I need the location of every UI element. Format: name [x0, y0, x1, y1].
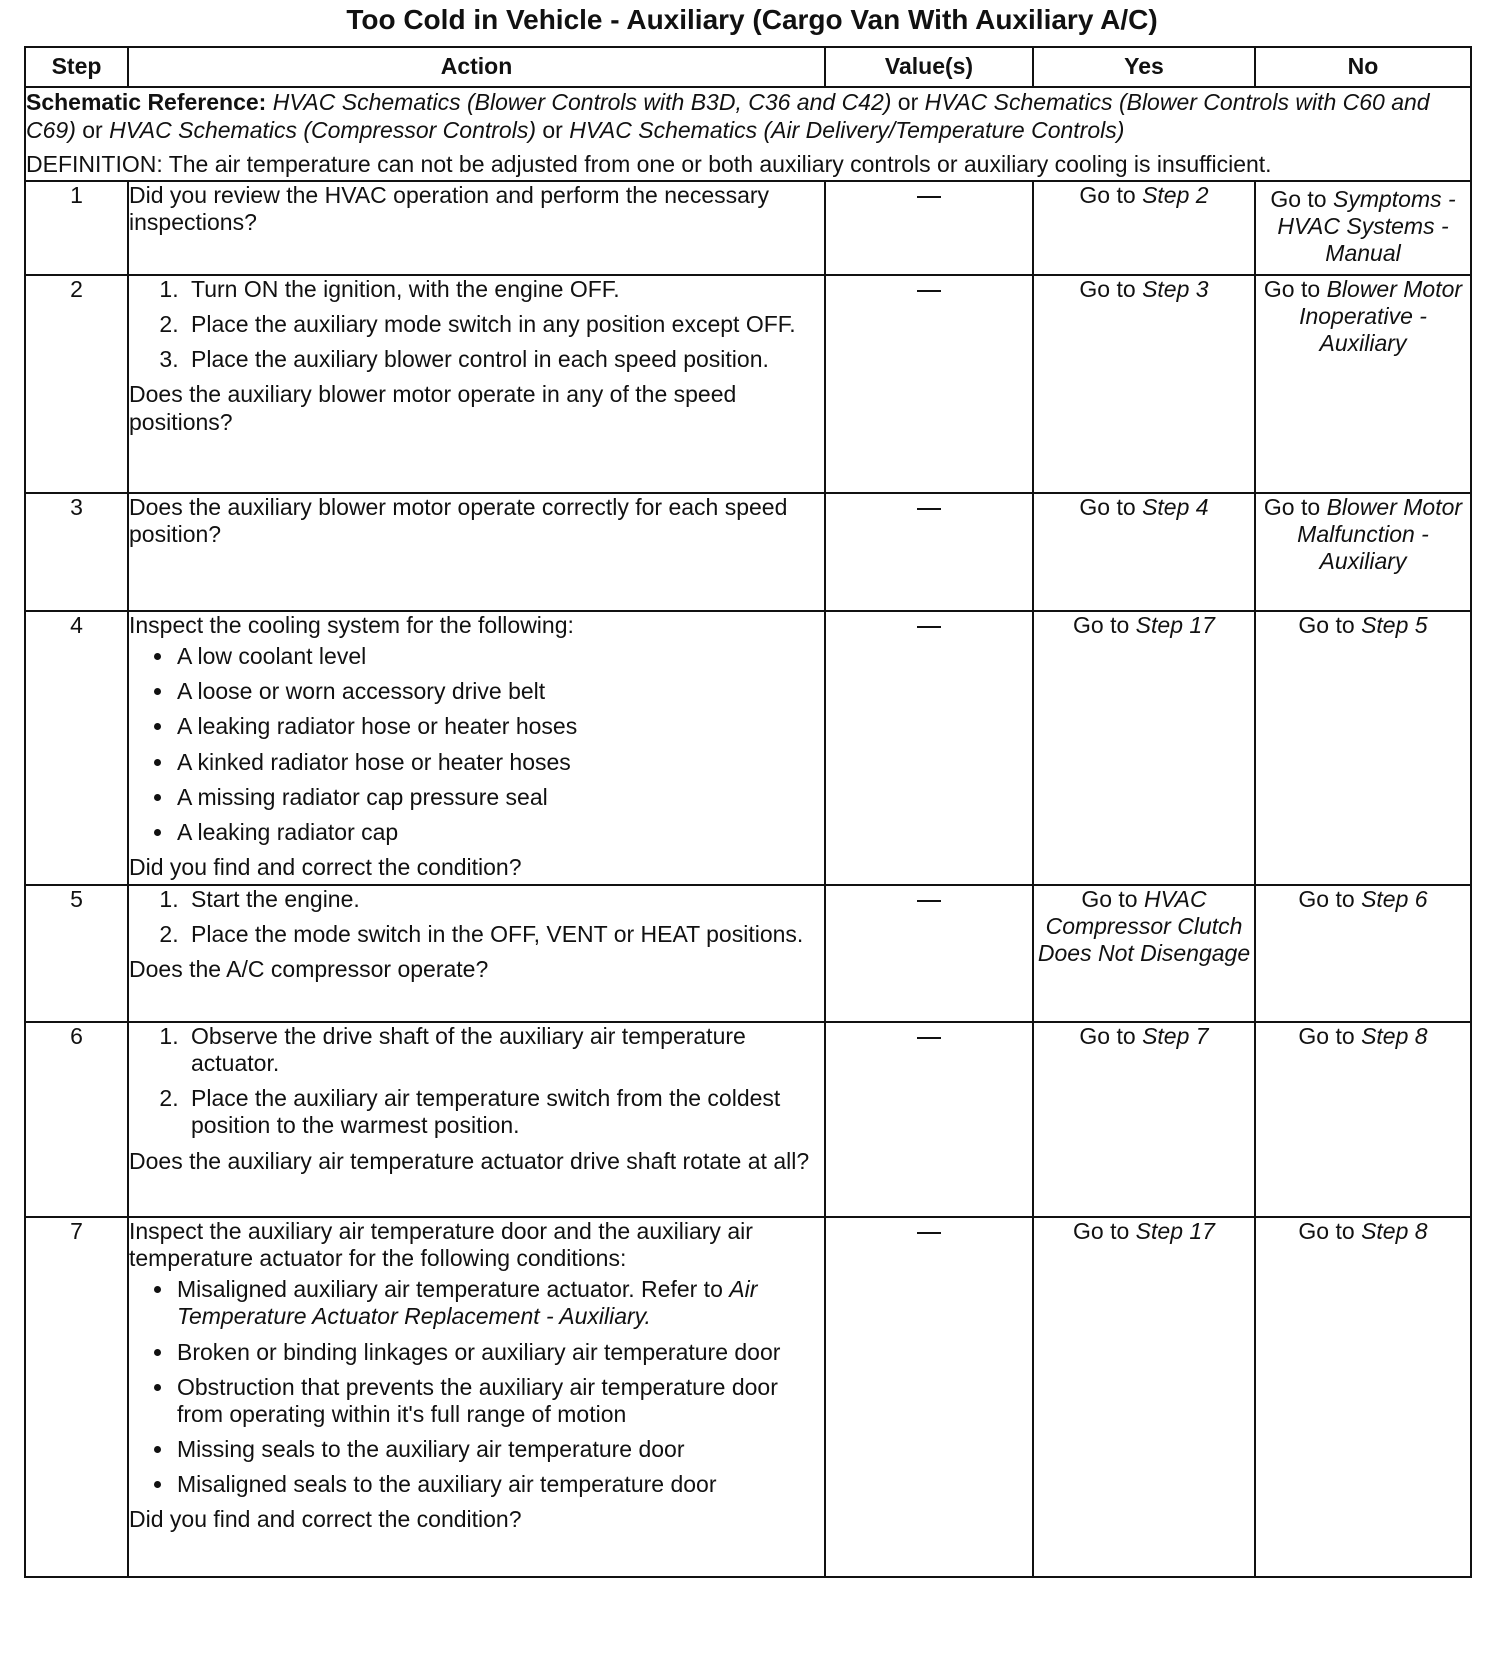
yes-link[interactable]: Step 17: [1135, 1218, 1215, 1244]
go-to-prefix: Go to: [1298, 1023, 1362, 1049]
list-item: 3. Place the auxiliary blower control in each speed position.: [185, 346, 824, 373]
table-row: [25, 493, 1471, 611]
step-number: 7: [25, 1217, 128, 1577]
numbered-list: [129, 276, 824, 373]
reference-or-2: or: [75, 117, 110, 144]
action-cell: [128, 181, 825, 275]
value-cell: [825, 275, 1033, 493]
table-row: [25, 611, 1471, 885]
yes-cell: [1033, 611, 1255, 885]
list-item: • A leaking radiator hose or heater hoses: [175, 713, 824, 740]
step-number: 1: [25, 181, 128, 275]
yes-link[interactable]: Step 4: [1142, 494, 1209, 520]
action-cell: [128, 275, 825, 493]
yes-cell: [1033, 1022, 1255, 1217]
action-intro: Inspect the cooling system for the following:: [129, 612, 574, 638]
action-cell: [128, 611, 825, 885]
go-to-prefix: Go to: [1079, 276, 1143, 302]
no-cell: [1255, 885, 1471, 1022]
header-row: [25, 47, 1471, 87]
question-text: Did you find and correct the condition?: [129, 853, 522, 880]
list-item: 2. Place the auxiliary air temperature switch from the coldest position to the warmest position.: [185, 1085, 824, 1139]
list-item: • Obstruction that prevents the auxiliary air temperature door from operating within it's full range of motion: [175, 1374, 824, 1428]
yes-link[interactable]: HVAC Compressor Clutch Does Not Disengage: [1037, 886, 1251, 967]
no-link[interactable]: Step 8: [1361, 1023, 1428, 1049]
dash-mark: [917, 508, 941, 510]
schematic-reference: [26, 88, 1470, 144]
list-item: • Missing seals to the auxiliary air temperature door: [175, 1436, 824, 1463]
action-cell: [128, 1217, 825, 1577]
step-number: 3: [25, 493, 128, 611]
go-to-prefix: Go to: [1073, 1218, 1136, 1244]
no-link[interactable]: Blower Motor Inoperative - Auxiliary: [1299, 276, 1463, 357]
reference-link-3[interactable]: HVAC Schematics (Compressor Controls): [109, 117, 536, 144]
question-text: Does the A/C compressor operate?: [129, 956, 489, 983]
no-cell: [1255, 1217, 1471, 1577]
definition-text: DEFINITION: The air temperature can not be adjusted from one or both auxiliary controls or auxiliary cooling is insufficient.: [26, 151, 1272, 178]
yes-cell: [1033, 885, 1255, 1022]
action-intro: Inspect the auxiliary air temperature door and the auxiliary air temperature actuator for the following conditions:: [129, 1218, 753, 1272]
dash-mark: [917, 1037, 941, 1039]
go-to-prefix: Go to: [1298, 886, 1362, 912]
reference-link-1[interactable]: HVAC Schematics (Blower Controls with B3D, C36 and C42): [272, 89, 892, 115]
list-item: • A loose or worn accessory drive belt: [175, 678, 824, 705]
go-to-prefix: Go to: [1079, 1023, 1143, 1049]
header-no: No: [1255, 47, 1471, 87]
step-number: 6: [25, 1022, 128, 1217]
list-item: 1. Observe the drive shaft of the auxiliary air temperature actuator.: [185, 1023, 824, 1077]
go-to-prefix: Go to: [1079, 182, 1143, 208]
yes-cell: [1033, 493, 1255, 611]
list-item: • A low coolant level: [175, 643, 824, 670]
list-item: • A leaking radiator cap: [175, 819, 824, 846]
go-to-prefix: Go to: [1073, 612, 1136, 638]
step-number: 5: [25, 885, 128, 1022]
no-link[interactable]: Step 5: [1361, 612, 1428, 638]
dash-mark: [917, 626, 941, 628]
go-to-prefix: Go to: [1270, 186, 1333, 212]
yes-cell: [1033, 275, 1255, 493]
list-item: [175, 1276, 824, 1330]
reference-cell: [25, 87, 1471, 181]
question-text: Does the auxiliary blower motor operate in any of the speed positions?: [129, 381, 737, 435]
no-cell: [1255, 493, 1471, 611]
no-cell: [1255, 181, 1471, 275]
dash-mark: [917, 900, 941, 902]
reference-row: [25, 87, 1471, 181]
no-cell: [1255, 275, 1471, 493]
header-yes: Yes: [1033, 47, 1255, 87]
reference-label: Schematic Reference:: [26, 89, 267, 115]
yes-cell: [1033, 1217, 1255, 1577]
go-to-prefix: Go to: [1298, 612, 1362, 638]
action-text: Did you review the HVAC operation and perform the necessary inspections?: [129, 182, 770, 236]
go-to-prefix: Go to: [1263, 276, 1327, 302]
reference-link-2[interactable]: HVAC Schematics (Blower Controls with C60 and C69): [26, 89, 1430, 144]
value-cell: [825, 181, 1033, 275]
numbered-list: [129, 1023, 824, 1140]
step-number: 2: [25, 275, 128, 493]
header-values: Value(s): [825, 47, 1033, 87]
list-item: • A kinked radiator hose or heater hoses: [175, 749, 824, 776]
value-cell: [825, 611, 1033, 885]
table-row: [25, 181, 1471, 275]
list-item: 1. Start the engine.: [185, 886, 824, 913]
table-row: [25, 885, 1471, 1022]
go-to-prefix: Go to: [1298, 1218, 1362, 1244]
action-cell: [128, 885, 825, 1022]
diagnostic-table: [24, 46, 1472, 1578]
bullet-text: Misaligned auxiliary air temperature actuator. Refer to: [177, 1276, 730, 1303]
replacement-procedure-link[interactable]: Air Temperature Actuator Replacement - Auxiliary.: [177, 1276, 758, 1330]
value-cell: [825, 493, 1033, 611]
table-row: [25, 275, 1471, 493]
go-to-prefix: Go to: [1263, 494, 1327, 520]
list-item: • A missing radiator cap pressure seal: [175, 784, 824, 811]
no-link[interactable]: Symptoms - HVAC Systems - Manual: [1277, 186, 1456, 267]
question-text: Did you find and correct the condition?: [129, 1506, 522, 1533]
value-cell: [825, 1022, 1033, 1217]
dash-mark: [917, 196, 941, 198]
yes-cell: [1033, 181, 1255, 275]
table-row: [25, 1217, 1471, 1577]
yes-link[interactable]: Step 7: [1142, 1023, 1209, 1049]
no-link[interactable]: Step 8: [1361, 1218, 1428, 1244]
reference-or-1: or: [891, 89, 925, 115]
header-step: Step: [25, 47, 128, 87]
document-title: Too Cold in Vehicle - Auxiliary (Cargo Van With Auxiliary A/C): [346, 4, 1158, 35]
dash-mark: [917, 1232, 941, 1234]
yes-link[interactable]: Step 17: [1135, 612, 1215, 638]
value-cell: [825, 885, 1033, 1022]
header-action: Action: [128, 47, 825, 87]
question-text: Does the auxiliary air temperature actuator drive shaft rotate at all?: [129, 1147, 810, 1174]
reference-link-4[interactable]: HVAC Schematics (Air Delivery/Temperature Controls): [569, 117, 1125, 144]
go-to-prefix: Go to: [1081, 886, 1144, 912]
no-cell: [1255, 611, 1471, 885]
step-number: 4: [25, 611, 128, 885]
go-to-prefix: Go to: [1079, 494, 1143, 520]
numbered-list: [129, 886, 824, 948]
no-cell: [1255, 1022, 1471, 1217]
list-item: 2. Place the mode switch in the OFF, VENT or HEAT positions.: [185, 921, 824, 948]
table-row: [25, 1022, 1471, 1217]
list-item: 1. Turn ON the ignition, with the engine OFF.: [185, 276, 824, 303]
yes-link[interactable]: Step 2: [1142, 182, 1209, 208]
reference-or-3: or: [536, 117, 570, 144]
bullet-list: [129, 643, 824, 846]
list-item: • Misaligned seals to the auxiliary air temperature door: [175, 1471, 824, 1498]
action-text: Does the auxiliary blower motor operate correctly for each speed position?: [129, 494, 788, 548]
yes-link[interactable]: Step 3: [1142, 276, 1209, 302]
action-cell: [128, 1022, 825, 1217]
dash-mark: [917, 290, 941, 292]
value-cell: [825, 1217, 1033, 1577]
action-cell: [128, 493, 825, 611]
list-item: • Broken or binding linkages or auxiliary air temperature door: [175, 1339, 824, 1366]
no-link[interactable]: Step 6: [1361, 886, 1428, 912]
bullet-list: [129, 1276, 824, 1498]
no-link[interactable]: Blower Motor Malfunction - Auxiliary: [1297, 494, 1463, 575]
list-item: 2. Place the auxiliary mode switch in any position except OFF.: [185, 311, 824, 338]
